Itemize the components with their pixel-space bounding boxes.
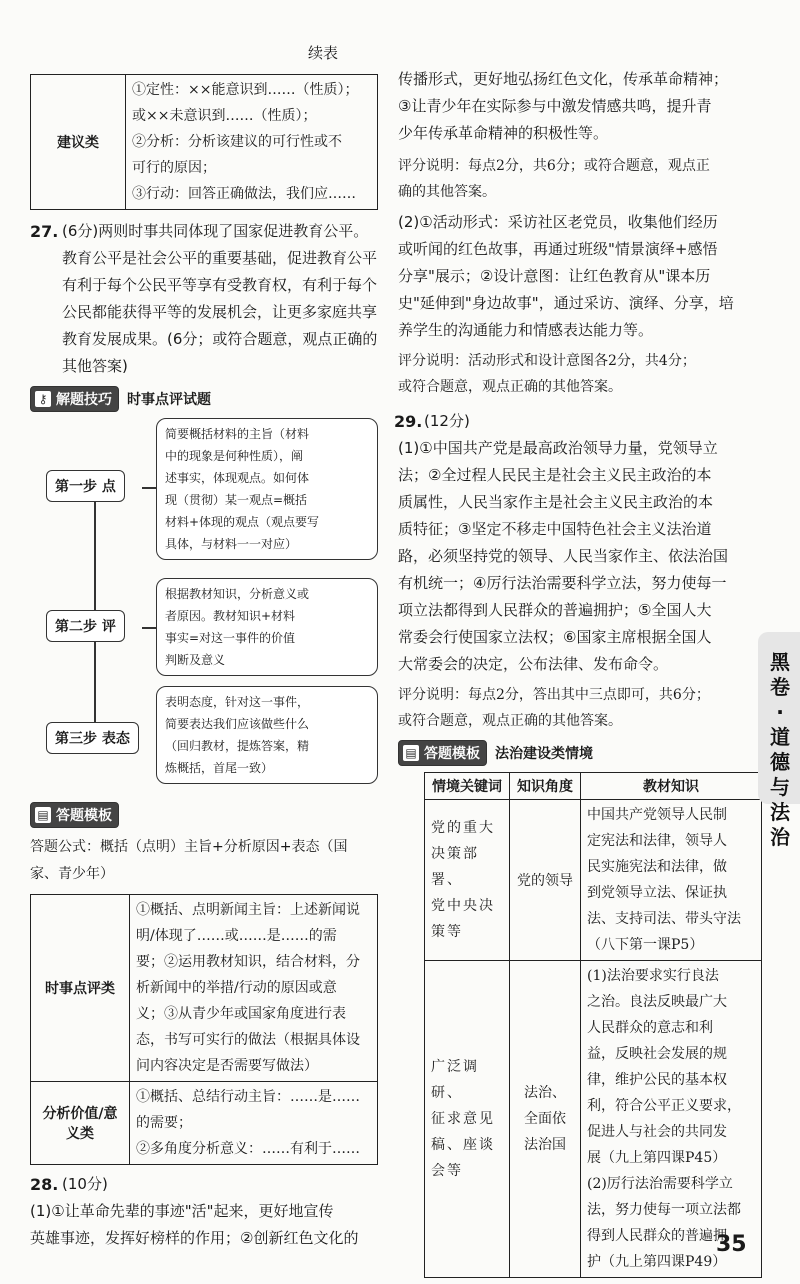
side-tab-char: 与 [770,775,790,799]
text-line: 项立法都得到人民群众的普遍拥护；⑤全国人大 [398,601,712,619]
text-line: 全面依 [524,1111,566,1127]
flow-connector [94,484,96,734]
tip-badge-label: 答题模板 [56,808,112,824]
text-line: 党的领导 [517,873,573,889]
text-line: 民实施宪法和法律，做 [587,859,727,875]
text-line: 护（九上第四课P49） [587,1254,727,1270]
step-1-description [156,418,378,560]
text-line: 利，符合公平正义要求， [587,1098,741,1114]
tip-badge [30,802,119,828]
text-line: 定宪法和法律，领导人 [587,833,727,849]
text-line: 法；②全过程人民民主是社会主义民主政治的本 [398,466,712,484]
law-template-table [424,772,762,1278]
text-line: 少年传承革命精神的积极性等。 [398,124,609,142]
text-line: 根据教材知识，分析意义或 [165,587,310,601]
tip-badge [398,740,487,766]
answer-formula [30,834,378,888]
tip-title: 时事点评试题 [127,392,211,408]
scoring-note [398,153,760,205]
text-line: 简要表达我们应该做些什么 [165,717,310,731]
text-line: 传播形式，更好地弘扬红色文化，传承革命精神； [398,70,729,88]
book-icon: ▤ [403,745,419,761]
text-line: 有机统一；④厉行法治需要科学立法，努力使每一 [398,574,727,592]
question-27-text [62,218,378,380]
text-line: 具体，与材料一一对应） [165,537,298,551]
scoring-note [398,682,760,734]
text-line: 稿、座谈 [431,1137,495,1153]
text-line: ①定性：××能意识到……（性质）； [132,82,359,98]
text-line: 英雄事迹，发挥好榜样的作用；②创新红色文化的 [30,1229,359,1247]
tip-badge-label: 答题模板 [424,746,480,762]
answer-part-2 [398,209,760,344]
text-line: 中国共产党领导人民制 [587,807,727,823]
question-29-text [398,435,760,678]
text-line: ②分析：分析该建议的可行性或不 [132,134,342,150]
text-line: 明/体现了……或……是……的需 [136,928,337,944]
question-number: 28. [30,1175,59,1194]
text-line: ①概括、总结行动主旨：……是…… [136,1089,360,1105]
question-score: (12分) [424,412,470,430]
text-line: 党中央决 [431,898,495,914]
table-header: 教材知识 [581,773,762,800]
text-line: 简要概括材料的主旨（材料 [165,427,310,441]
text-line: 质特征；③坚定不移走中国特色社会主义法治道 [398,520,712,538]
text-line: 其他答案) [62,357,128,375]
text-line: 路，必须坚持党的领导、人民当家作主、依法治国 [398,547,729,565]
text-line: 答题公式：概括（点明）主旨+分析原因+表态（国 [30,839,348,855]
tip-header-3 [398,740,760,766]
text-line: 事实=对这一事件的价值 [165,631,296,645]
step-3-description [156,686,378,784]
template-table [30,894,378,1165]
text-line: 态，书写可实行的做法（根据具体设 [136,1032,360,1048]
step-1: 第一步 点 [46,470,125,502]
answer-continued [398,66,760,147]
scoring-note-line: 或符合题意，观点正确的其他答案。 [398,713,622,729]
table-cell [425,800,510,961]
text-line: 大常委会的决定，公布法律、发布命令。 [398,655,669,673]
text-line: 法，努力使每一项立法都 [587,1202,741,1218]
question-number: 29. [394,412,423,431]
side-tab-char: 法 [770,800,790,824]
table-header: 情境关键词 [425,773,510,800]
text-line: 史"延伸到"身边故事"，通过采访、演绎、分享，培 [398,294,734,312]
side-tab-char: 德 [770,750,790,774]
flow-connector [142,487,156,489]
question-28 [30,1171,378,1252]
text-line: 或××未意识到……（性质）； [132,108,317,124]
text-line: （回归教材，提炼答案，精 [165,739,310,753]
tip-header-2 [30,802,378,828]
text-line: 到党领导立法、保证执 [587,885,727,901]
table-cell [130,1082,378,1165]
text-line: 人民群众的意志和利 [587,1020,713,1036]
text-line: (1)①中国共产党是最高政治领导力量，党领导立 [398,439,718,457]
text-line: 广泛调研、 [431,1059,479,1101]
text-line: 析新闻中的举措/行动的原因或意 [136,980,337,996]
text-line: ③行动：回答正确做法，我们应…… [132,186,356,202]
table-cell [425,961,510,1278]
text-line: 分享"展示；②设计意图：让红色教育从"课本历 [398,267,711,285]
text-line: 常委会行使国家立法权；⑥国家主席根据全国人 [398,628,712,646]
step-2-description [156,578,378,676]
text-line: (2)①活动形式：采访社区老党员，收集他们经历 [398,213,718,231]
table-cell [130,895,378,1082]
table-cell [581,800,762,961]
text-line: 会等 [431,1163,463,1179]
text-line: 法治国 [524,1137,566,1153]
scoring-note-line: 或符合题意，观点正确的其他答案。 [398,379,622,395]
scoring-note-line: 评分说明：每点2分，共6分；或符合题意，观点正 [398,158,710,174]
step-3: 第三步 表态 [46,722,139,754]
table-cell [126,75,378,210]
side-tab-label [766,650,794,850]
text-line: (2)厉行法治需要科学立 [587,1176,733,1192]
continued-label: 续表 [307,44,338,62]
scoring-note-line: 确的其他答案。 [398,184,496,200]
text-line: 义；③从青少年或国家角度进行表 [136,1006,346,1022]
text-line: 律，维护公民的基本权 [587,1072,727,1088]
text-line: 公民都能获得平等的发展机会，让更多家庭共享 [62,303,378,321]
page-number: 35 [716,1232,747,1257]
question-score: (10分) [62,1175,108,1193]
text-line: 策等 [431,924,463,940]
question-27 [30,218,378,380]
scoring-note-line: 评分说明：每点2分，答出其中三点即可，共6分； [398,687,710,703]
tip-header-1 [30,386,378,412]
tip-badge [30,386,119,412]
text-line: 之治。良法反映最广大 [587,994,727,1010]
text-line: 的需要； [136,1115,192,1131]
text-line: ③让青少年在实际参与中激发情感共鸣，提升青 [398,97,712,115]
tip-title: 法治建设类情境 [495,746,593,762]
side-tab-char: 道 [770,725,790,749]
text-line: 促进人与社会的共同发 [587,1124,727,1140]
table-header: 知识角度 [510,773,581,800]
text-line: 益，反映社会发展的规 [587,1046,727,1062]
text-line: ②多角度分析意义：……有利于…… [136,1141,360,1157]
tip-badge-label: 解题技巧 [56,392,112,408]
text-line: （八下第一课P5） [587,937,704,953]
text-line: 有利于每个公民平等享有受教育权，有利于每个 [62,276,378,294]
text-line: 炼概括，首尾一致） [165,761,274,775]
text-line: 展（九上第四课P45） [587,1150,727,1166]
text-line: 问内容决定是否需要写做法） [136,1058,318,1074]
text-line: ①概括、点明新闻主旨：上述新闻说 [136,902,360,918]
question-28-text [30,1198,378,1252]
text-line: 教育发展成果。(6分；或符合题意，观点正确的 [62,330,378,348]
text-line: 法、支持司法、带头守法 [587,911,741,927]
text-line: 决策部署、 [431,846,479,888]
table-row-label: 分析价值/意义类 [31,1082,130,1165]
side-tab-char: 治 [770,825,790,849]
text-line: 质属性，人民当家作主是社会主义民主政治的本 [398,493,714,511]
side-tab-char: · [776,700,784,724]
text-line: 表明态度，针对这一事件， [165,695,310,709]
text-line: 征求意见 [431,1111,495,1127]
step-2: 第二步 评 [46,610,125,642]
table-row-label: 建议类 [31,75,126,210]
text-line: 材料+体现的观点（观点要写 [165,515,320,529]
text-line: 中的现象是何种性质），阐 [165,449,304,463]
text-line: 党的重大 [431,820,495,836]
side-tab-char: 黑 [770,650,790,674]
text-line: 可行的原因； [132,160,216,176]
text-line: (6分)两则时事共同体现了国家促进教育公平。 [62,222,369,240]
scoring-note [398,348,760,400]
text-line: 或听闻的红色故事，再通过班级"情景演绎+感悟 [398,240,718,258]
flow-connector [142,627,156,629]
text-line: 家、青少年） [30,866,114,882]
table-row-label: 时事点评类 [31,895,130,1082]
right-column [394,66,760,1278]
question-29-header [394,408,760,435]
table-cell [510,800,581,961]
text-line: 法治、 [524,1085,566,1101]
table-cell [581,961,762,1278]
text-line: 述事实，体现观点。如何体 [165,471,310,485]
text-line: (1)法治要求实行良法 [587,968,719,984]
text-line: (1)①让革命先辈的事迹"活"起来，更好地宣传 [30,1202,334,1220]
side-tab-char: 卷 [770,675,790,699]
suggestion-table [30,74,378,210]
text-line: 者原因。教材知识+材料 [165,609,296,623]
question-number: 27. [30,222,59,241]
key-icon: ⚷ [35,391,51,407]
book-icon: ▤ [35,807,51,823]
text-line: 判断及意义 [165,653,226,667]
text-line: 教育公平是社会公平的重要基础，促进教育公平 [62,249,378,267]
left-column [30,44,378,1252]
text-line: 现（贯彻）某一观点=概括 [165,493,308,507]
text-line: 得到人民群众的普遍拥 [587,1228,727,1244]
text-line: 养学生的沟通能力和情感表达能力等。 [398,321,654,339]
scoring-note-line: 评分说明：活动形式和设计意图各2分，共4分； [398,353,696,369]
text-line: 要；②运用教材知识，结合材料，分 [136,954,360,970]
steps-flowchart [30,418,378,798]
table-cell [510,961,581,1278]
